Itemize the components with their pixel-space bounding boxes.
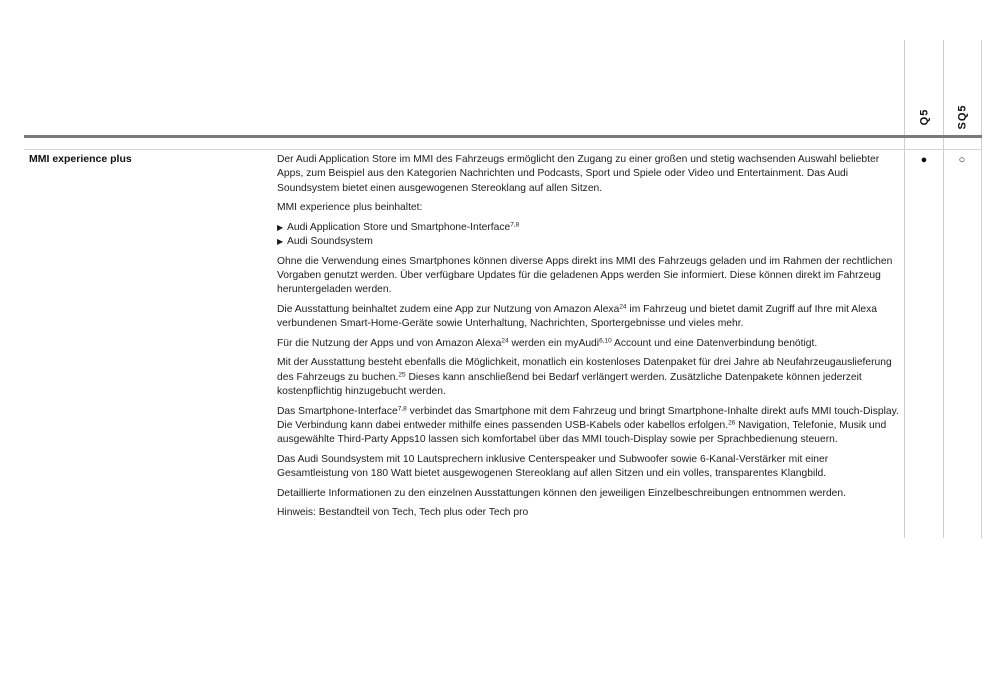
footnote-ref: 24 [501, 337, 509, 345]
row-separator [24, 149, 982, 150]
intro-paragraph: Der Audi Application Store im MMI des Fahrzeugs ermöglicht den Zugang zu einer großen und stetig wachsenden Auswahl beliebter Apps, zum Beispiel aus den Kategorien Nachrichten und Podcasts, Sport und Spiele oder Video und Entertainment. Das Audi Soundsystem bietet einen ausgewogenen Stereoklang auf allen Sitzen. [277, 154, 880, 194]
availability-q5-standard-icon: ● [920, 154, 928, 166]
bullet-arrow-icon: ▶ [277, 222, 284, 232]
datapackage-paragraph: Mit der Ausstattung besteht ebenfalls die Möglichkeit, monatlich ein kostenloses Datenpaket für drei Jahre ab Neufahrzeugauslieferung des Fahrzeugs zu buchen.$^{25}$ Dieses kann anschließend bei Bedarf verlängert werden. Zusätzliche Datenpakete können jederzeit kostenpflichtig hinzugebucht werden. [277, 357, 892, 397]
details-paragraph: Detaillierte Informationen zu den einzelnen Ausstattungen können den jeweiligen Einzelbeschreibungen entnommen werden. [277, 487, 846, 499]
row-title: MMI experience plus [29, 153, 132, 165]
list-item [277, 221, 901, 235]
header-rule [24, 135, 982, 138]
bullet-arrow-icon: ▶ [277, 237, 284, 247]
column-divider-q5-left [904, 40, 905, 538]
footnote-ref: 6,10 [599, 337, 612, 345]
row-description [277, 153, 901, 526]
footnote-ref: 7,8 [510, 221, 520, 229]
list-item-text: Audi Application Store und Smartphone-Interface [287, 221, 511, 233]
note-paragraph: Hinweis: Bestandteil von Tech, Tech plus oder Tech pro [277, 507, 529, 519]
column-header-sq5 [952, 100, 972, 134]
column-divider-sq5-left [943, 40, 944, 538]
myaudi-paragraph: Für die Nutzung der Apps und von Amazon Alexa$^{24}$ werden ein myAudi$^{6,10}$ Account und eine Datenverbindung benötigt. [277, 337, 818, 349]
apps-paragraph: Ohne die Verwendung eines Smartphones können diverse Apps direkt ins MMI des Fahrzeugs geladen und im Rahmen der rechtlichen Vorgaben genutzt werden. Über verfügbare Updates für die geladenen Apps werden Sie informiert. Diese können direkt im Fahrzeug heruntergeladen werden. [277, 255, 893, 296]
smartphone-paragraph: Das Smartphone-Interface$^{7,8}$ verbindet das Smartphone mit dem Fahrzeug und bringt Smartphone-Inhalte direkt aufs MMI touch-Display. Die Verbindung kann dabei entweder mithilfe eines passenden USB-Kabels oder kabellos erfolgen.$^{26}$ Navigation, Telefonie, Musik und ausgewählte Third-Party Apps10 lassen sich komfortabel über das MMI touch-Display sowie per Sprachbedienung steuern. [277, 405, 899, 446]
alexa-paragraph: Die Ausstattung beinhaltet zudem eine App zur Nutzung von Amazon Alexa$^{24}$ im Fahrzeug und bietet damit Zugriff auf Ihre mit Alexa verbundenen Smart-Home-Geräte sowie Unterhaltung, Nachrichten, Sportergebnisse und vieles mehr. [277, 303, 878, 330]
column-divider-sq5-right [981, 40, 982, 538]
footnote-ref: 24 [619, 303, 627, 311]
column-header-q5 [914, 100, 934, 134]
soundsystem-paragraph: Das Audi Soundsystem mit 10 Lautsprechern inklusive Centerspeaker und Subwoofer sowie 6-Kanal-Verstärker mit einer Gesamtleistung von 180 Watt bietet ausgewogenen Stereoklang auf allen Sitzen und ein volles, transparentes Klangbild. [277, 453, 829, 480]
list-item-text: Audi Soundsystem [287, 236, 373, 248]
includes-list [277, 221, 901, 250]
column-header-sq5-label: SQ5 [956, 104, 969, 130]
footnote-ref: 26 [728, 419, 736, 427]
footnote-ref: 7,8 [397, 405, 407, 413]
footnote-ref: 25 [398, 371, 406, 379]
column-header-q5-label: Q5 [918, 108, 930, 126]
list-item [277, 235, 901, 249]
availability-sq5-optional-icon: ○ [958, 154, 966, 166]
includes-heading: MMI experience plus beinhaltet: [277, 202, 423, 214]
